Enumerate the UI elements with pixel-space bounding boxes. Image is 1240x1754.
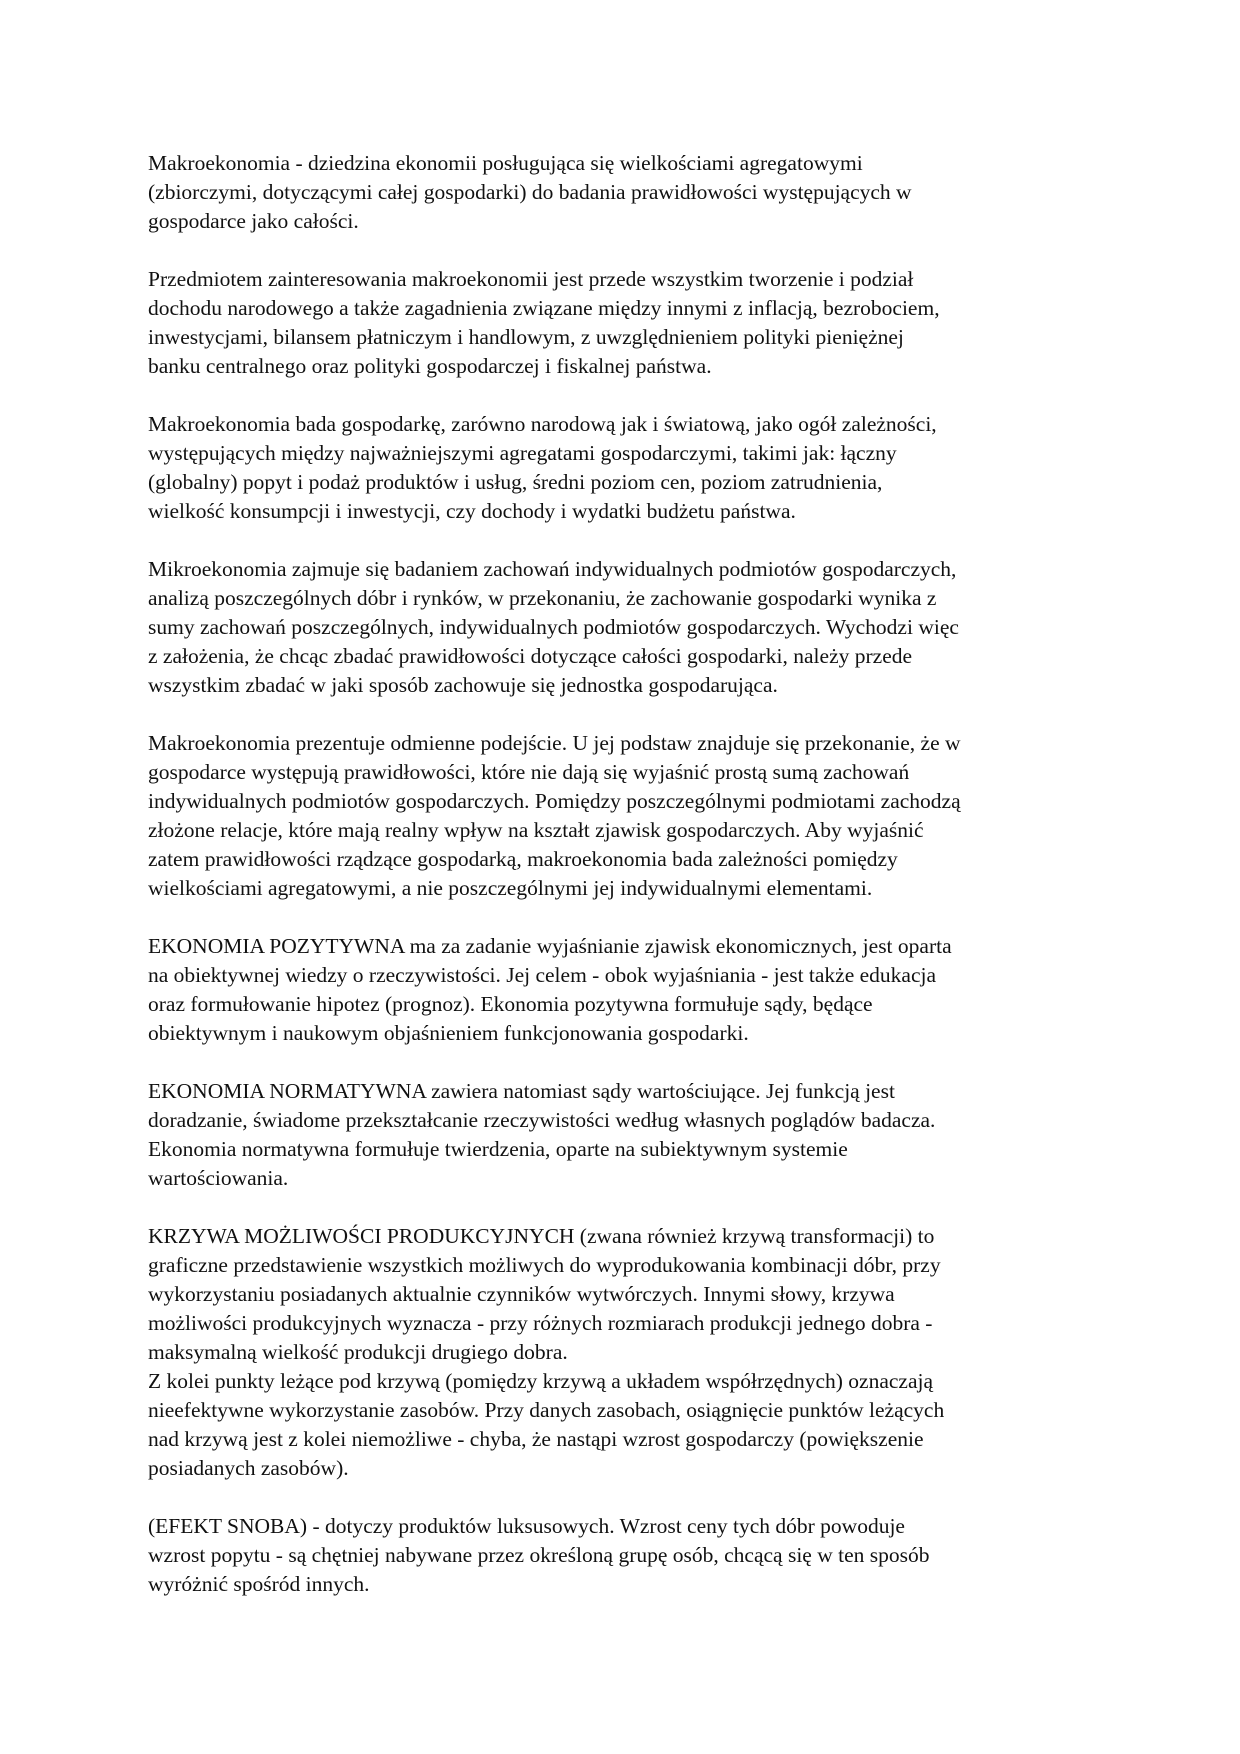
- text-line: dochodu narodowego a także zagadnienia związane między innymi z inflacją, bezrobociem,: [148, 296, 940, 320]
- text-line: wykorzystaniu posiadanych aktualnie czynników wytwórczych. Innymi słowy, krzywa: [148, 1282, 895, 1306]
- text-line: indywidualnych podmiotów gospodarczych. Pomiędzy poszczególnymi podmiotami zachodzą: [148, 789, 961, 813]
- paragraph: [148, 1512, 1108, 1599]
- text-line: analizą poszczególnych dóbr i rynków, w przekonaniu, że zachowanie gospodarki wynika z: [148, 586, 937, 610]
- paragraph: [148, 1077, 1108, 1193]
- text-line: Makroekonomia bada gospodarkę, zarówno narodową jak i światową, jako ogół zależności,: [148, 412, 937, 436]
- text-line: Makroekonomia - dziedzina ekonomii posługująca się wielkościami agregatowymi: [148, 151, 863, 175]
- text-line: inwestycjami, bilansem płatniczym i handlowym, z uwzględnieniem polityki pieniężnej: [148, 325, 904, 349]
- text-line: występujących między najważniejszymi agregatami gospodarczymi, takimi jak: łączny: [148, 441, 897, 465]
- text-line: Mikroekonomia zajmuje się badaniem zachowań indywidualnych podmiotów gospodarczych,: [148, 557, 957, 581]
- text-line: wielkość konsumpcji i inwestycji, czy dochody i wydatki budżetu państwa.: [148, 499, 796, 523]
- text-line: obiektywnym i naukowym objaśnieniem funkcjonowania gospodarki.: [148, 1021, 749, 1045]
- text-line: posiadanych zasobów).: [148, 1456, 349, 1480]
- text-line: maksymalną wielkość produkcji drugiego dobra.: [148, 1340, 568, 1364]
- text-line: Makroekonomia prezentuje odmienne podejście. U jej podstaw znajduje się przekonanie, że w: [148, 731, 961, 755]
- text-line: wielkościami agregatowymi, a nie poszczególnymi jej indywidualnymi elementami.: [148, 876, 873, 900]
- text-line: wyróżnić spośród innych.: [148, 1572, 370, 1596]
- text-line: graficzne przedstawienie wszystkich możliwych do wyprodukowania kombinacji dóbr, przy: [148, 1253, 941, 1277]
- paragraph: [148, 729, 1108, 903]
- paragraph: [148, 555, 1108, 700]
- text-line: zatem prawidłowości rządzące gospodarką, makroekonomia bada zależności pomiędzy: [148, 847, 898, 871]
- text-line: wszystkim zbadać w jaki sposób zachowuje się jednostka gospodarująca.: [148, 673, 778, 697]
- text-line: (zbiorczymi, dotyczącymi całej gospodarki) do badania prawidłowości występujących w: [148, 180, 912, 204]
- paragraph: [148, 1222, 1108, 1367]
- paragraph: [148, 149, 1108, 236]
- text-line: doradzanie, świadome przekształcanie rzeczywistości według własnych poglądów badacza.: [148, 1108, 936, 1132]
- text-line: KRZYWA MOŻLIWOŚCI PRODUKCYJNYCH (zwana również krzywą transformacji) to: [148, 1224, 935, 1248]
- text-line: z założenia, że chcąc zbadać prawidłowości dotyczące całości gospodarki, należy przede: [148, 644, 913, 668]
- text-line: gospodarce jako całości.: [148, 209, 359, 233]
- text-line: Ekonomia normatywna formułuje twierdzenia, oparte na subiektywnym systemie: [148, 1137, 848, 1161]
- text-line: (globalny) popyt i podaż produktów i usług, średni poziom cen, poziom zatrudnienia,: [148, 470, 883, 494]
- text-line: (EFEKT SNOBA) - dotyczy produktów luksusowych. Wzrost ceny tych dóbr powoduje: [148, 1514, 905, 1538]
- text-line: gospodarce występują prawidłowości, które nie dają się wyjaśnić prostą sumą zachowań: [148, 760, 910, 784]
- paragraph: [148, 265, 1108, 381]
- text-line: banku centralnego oraz polityki gospodarczej i fiskalnej państwa.: [148, 354, 712, 378]
- text-line: nieefektywne wykorzystanie zasobów. Przy danych zasobach, osiągnięcie punktów leżących: [148, 1398, 945, 1422]
- text-line: nad krzywą jest z kolei niemożliwe - chyba, że nastąpi wzrost gospodarczy (powiększenie: [148, 1427, 924, 1451]
- document-body: [148, 149, 1108, 1628]
- text-line: na obiektywnej wiedzy o rzeczywistości. Jej celem - obok wyjaśniania - jest także edukacja: [148, 963, 937, 987]
- text-line: wzrost popytu - są chętniej nabywane przez określoną grupę osób, chcącą się w ten sposób: [148, 1543, 930, 1567]
- text-line: sumy zachowań poszczególnych, indywidualnych podmiotów gospodarczych. Wychodzi więc: [148, 615, 959, 639]
- text-line: wartościowania.: [148, 1166, 289, 1190]
- text-line: EKONOMIA POZYTYWNA ma za zadanie wyjaśnianie zjawisk ekonomicznych, jest oparta: [148, 934, 952, 958]
- text-line: Przedmiotem zainteresowania makroekonomii jest przede wszystkim tworzenie i podział: [148, 267, 914, 291]
- text-line: możliwości produkcyjnych wyznacza - przy różnych rozmiarach produkcji jednego dobra -: [148, 1311, 933, 1335]
- paragraph: [148, 410, 1108, 526]
- text-line: złożone relacje, które mają realny wpływ na kształt zjawisk gospodarczych. Aby wyjaśnić: [148, 818, 924, 842]
- text-line: EKONOMIA NORMATYWNA zawiera natomiast sądy wartościujące. Jej funkcją jest: [148, 1079, 895, 1103]
- text-line: oraz formułowanie hipotez (prognoz). Ekonomia pozytywna formułuje sądy, będące: [148, 992, 873, 1016]
- text-line: Z kolei punkty leżące pod krzywą (pomiędzy krzywą a układem współrzędnych) oznaczają: [148, 1369, 934, 1393]
- paragraph: [148, 1367, 1108, 1483]
- paragraph: [148, 932, 1108, 1048]
